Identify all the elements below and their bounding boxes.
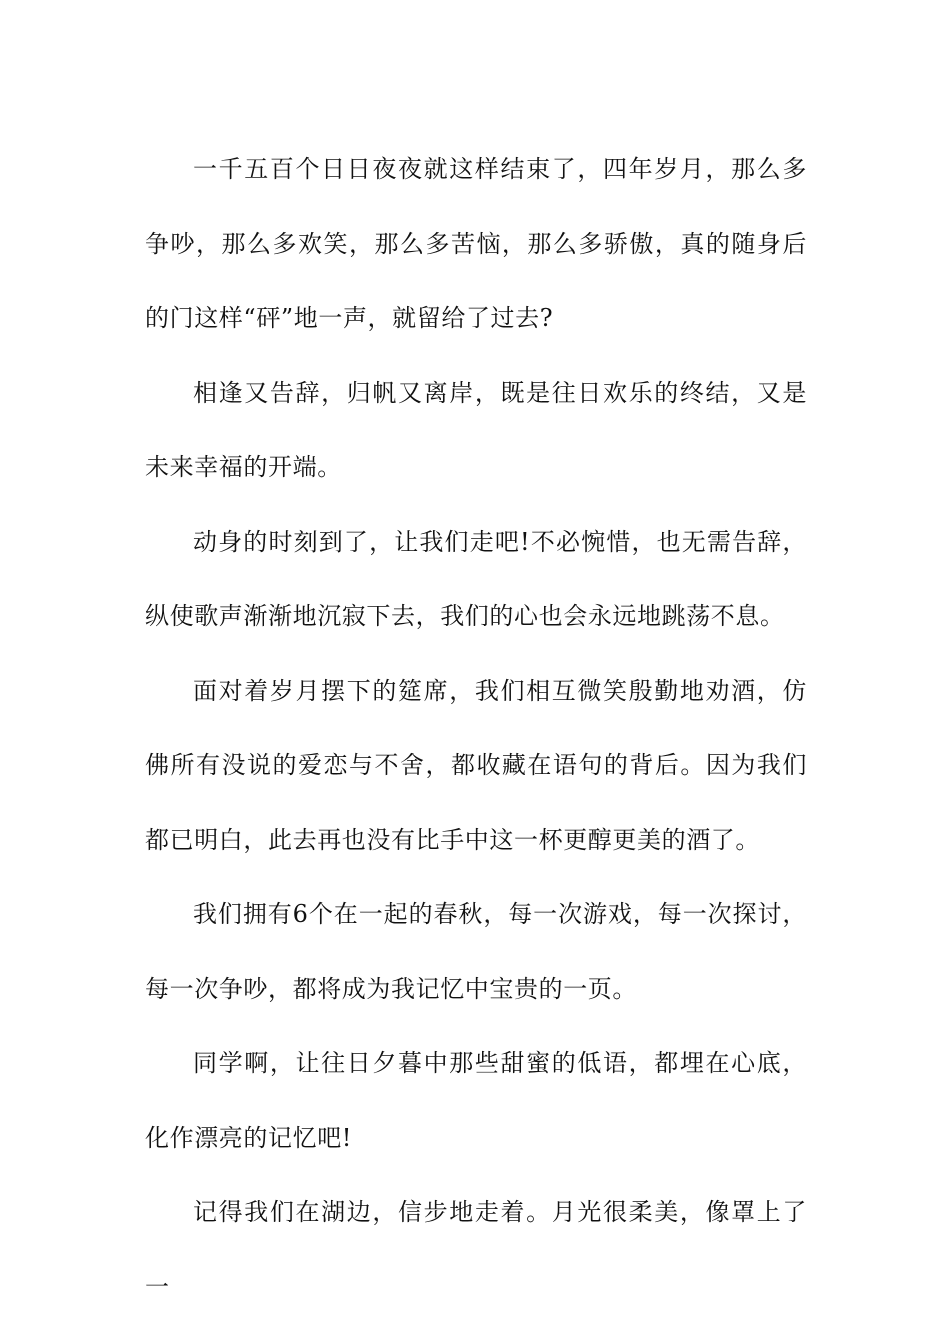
paragraph-4: 面对着岁月摆下的筵席，我们相互微笑殷勤地劝酒，仿佛所有没说的爱恋与不舍，都收藏在语句的背后。因为我们都已明白，此去再也没有比手中这一杯更醇更美的酒了。 bbox=[145, 676, 807, 854]
paragraph-3: 动身的时刻到了，让我们走吧!不必惋惜，也无需告辞，纵使歌声渐渐地沉寂下去，我们的心也会永远地跳荡不息。 bbox=[145, 527, 807, 630]
document-body bbox=[145, 132, 807, 1324]
paragraph-5: 我们拥有6个在一起的春秋，每一次游戏，每一次探讨，每一次争吵，都将成为我记忆中宝贵的一页。 bbox=[145, 900, 807, 1003]
paragraph-2: 相逢又告辞，归帆又离岸，既是往日欢乐的终结，又是未来幸福的开端。 bbox=[145, 378, 807, 481]
paragraph-1: 一千五百个日日夜夜就这样结束了，四年岁月，那么多争吵，那么多欢笑，那么多苦恼，那么多骄傲，真的随身后的门这样“砰”地一声，就留给了过去? bbox=[145, 155, 807, 332]
paragraph-6: 同学啊，让往日夕暮中那些甜蜜的低语，都埋在心底，化作漂亮的记忆吧! bbox=[145, 1049, 807, 1152]
paragraph-7: 记得我们在湖边，信步地走着。月光很柔美，像罩上了一 bbox=[145, 1198, 807, 1301]
